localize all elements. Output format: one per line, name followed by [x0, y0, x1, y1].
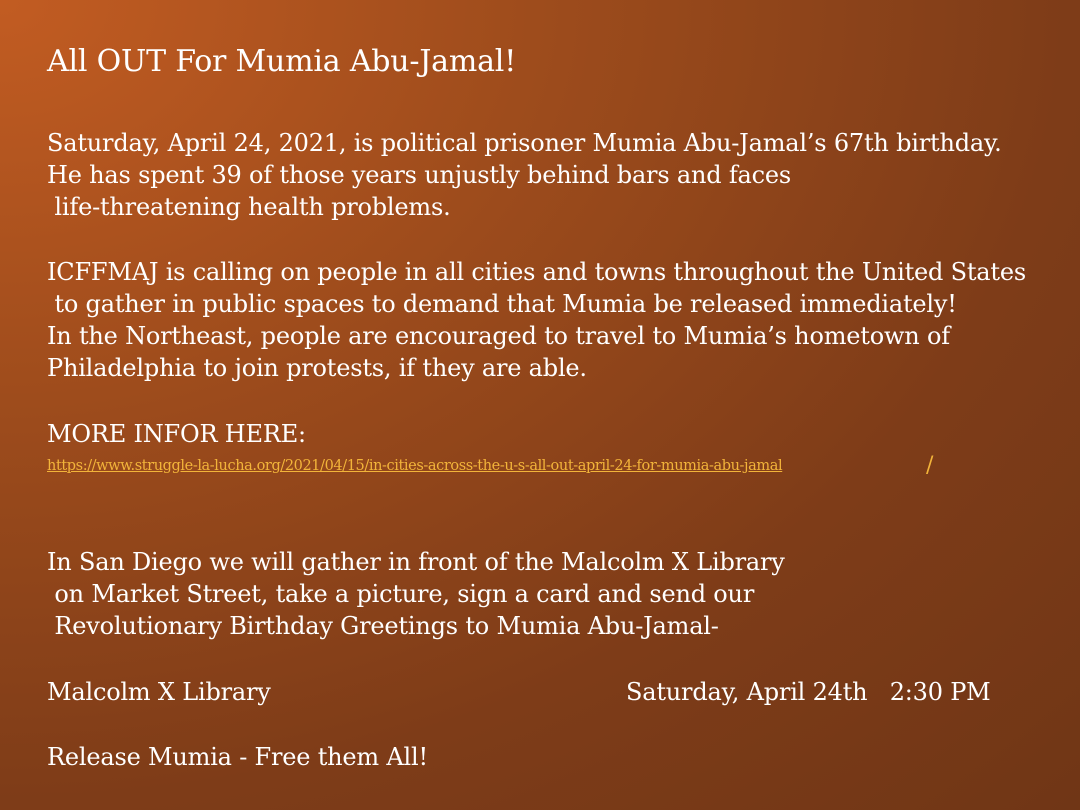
- paragraph-call-line-1: ICFFMAJ is calling on people in all cities and towns throughout the United States: [47, 258, 1026, 286]
- paragraph-call-line-3: In the Northeast, people are encouraged to travel to Mumia’s hometown of: [47, 322, 950, 350]
- paragraph-san-diego-line-3: Revolutionary Birthday Greetings to Mumia Abu-Jamal-: [47, 612, 719, 640]
- paragraph-birthday-line-3: life-threatening health problems.: [47, 193, 451, 221]
- paragraph-san-diego-line-1: In San Diego we will gather in front of the Malcolm X Library: [47, 548, 785, 576]
- paragraph-birthday-line-1: Saturday, April 24, 2021, is political prisoner Mumia Abu-Jamal’s 67th birthday.: [47, 129, 1002, 157]
- event-location: Malcolm X Library: [47, 678, 271, 706]
- more-info-link[interactable]: https://www.struggle-la-lucha.org/2021/04/15/in-cities-across-the-u-s-all-out-april-24-for-mumia-abu-jamal: [47, 458, 783, 474]
- event-datetime: Saturday, April 24th 2:30 PM: [626, 678, 991, 706]
- page-title: All OUT For Mumia Abu-Jamal!: [47, 44, 517, 79]
- paragraph-birthday-line-2: He has spent 39 of those years unjustly behind bars and faces: [47, 161, 791, 189]
- paragraph-san-diego-line-2: on Market Street, take a picture, sign a card and send our: [47, 580, 755, 608]
- paragraph-call-line-4: Philadelphia to join protests, if they are able.: [47, 354, 587, 382]
- more-info-label: MORE INFOR HERE:: [47, 420, 306, 448]
- closing-slogan: Release Mumia - Free them All!: [47, 743, 428, 771]
- link-trailing-slash: /: [926, 453, 934, 478]
- paragraph-call-line-2: to gather in public spaces to demand that Mumia be released immediately!: [47, 290, 957, 318]
